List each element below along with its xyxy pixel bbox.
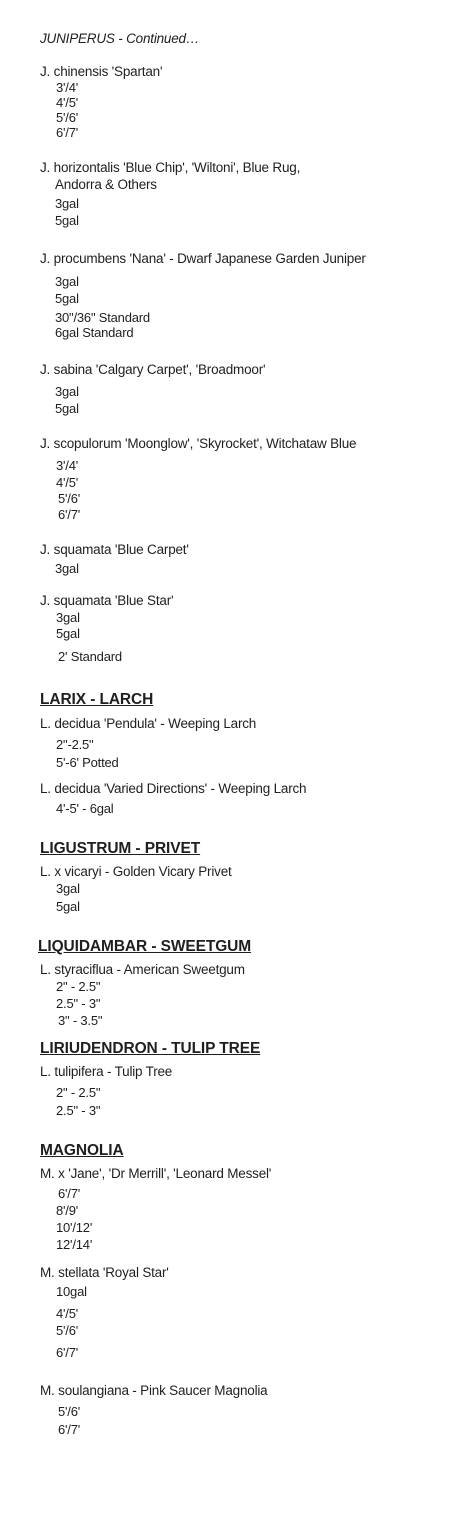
item-size: 3gal bbox=[56, 610, 80, 625]
item-size: 6'/7' bbox=[58, 507, 81, 522]
item-name: J. squamata 'Blue Star' bbox=[40, 593, 174, 608]
item-size: 6'/7' bbox=[58, 1186, 81, 1201]
item-name: L. styraciflua - American Sweetgum bbox=[40, 962, 245, 977]
item-size: 5gal bbox=[55, 213, 79, 228]
item-size: 3gal bbox=[56, 881, 80, 896]
section-heading-larix: LARIX - LARCH bbox=[40, 691, 154, 708]
item-size: 5'/6' bbox=[58, 491, 81, 506]
item-size: 6'/7' bbox=[58, 1422, 81, 1437]
section-heading-magnolia: MAGNOLIA bbox=[40, 1142, 124, 1159]
item-size: 5gal bbox=[56, 899, 80, 914]
item-size: 5'-6' Potted bbox=[56, 755, 119, 770]
item-name: L. tulipifera - Tulip Tree bbox=[40, 1064, 173, 1079]
item-size: 3gal bbox=[55, 196, 79, 211]
item-size: 2"-2.5" bbox=[56, 737, 94, 752]
item-size: 4'/5' bbox=[56, 95, 79, 110]
item-size: 5'/6' bbox=[58, 1404, 81, 1419]
item-size: 3'/4' bbox=[56, 80, 79, 95]
item-size: 6gal Standard bbox=[55, 325, 134, 340]
continued-heading: JUNIPERUS - Continued… bbox=[40, 31, 200, 46]
item-size: 2.5" - 3" bbox=[56, 1103, 101, 1118]
item-size: 2' Standard bbox=[58, 649, 122, 664]
item-name: J. procumbens 'Nana' - Dwarf Japanese Garden Juniper bbox=[40, 251, 366, 266]
item-size: 3gal bbox=[55, 561, 79, 576]
item-size: 2" - 2.5" bbox=[56, 979, 101, 994]
section-heading-ligustrum: LIGUSTRUM - PRIVET bbox=[40, 840, 201, 857]
item-size: 10gal bbox=[56, 1284, 87, 1299]
item-size: 3gal bbox=[55, 274, 79, 289]
item-name: J. sabina 'Calgary Carpet', 'Broadmoor' bbox=[40, 362, 266, 377]
item-name: M. soulangiana - Pink Saucer Magnolia bbox=[40, 1383, 268, 1398]
item-size: 5gal bbox=[55, 291, 79, 306]
item-name: L. decidua 'Varied Directions' - Weeping Larch bbox=[40, 781, 307, 796]
item-name-continued: Andorra & Others bbox=[55, 177, 157, 192]
item-name: M. stellata 'Royal Star' bbox=[40, 1265, 169, 1280]
item-name: J. scopulorum 'Moonglow', 'Skyrocket', Witchataw Blue bbox=[40, 436, 357, 451]
item-size: 5gal bbox=[55, 401, 79, 416]
item-size: 30"/36" Standard bbox=[55, 310, 150, 325]
section-heading-liquidambar: LIQUIDAMBAR - SWEETGUM bbox=[38, 938, 252, 955]
item-size: 8'/9' bbox=[56, 1203, 79, 1218]
item-size: 3gal bbox=[55, 384, 79, 399]
item-size: 4'-5' - 6gal bbox=[56, 801, 114, 816]
item-size: 4'/5' bbox=[56, 1306, 79, 1321]
item-name: M. x 'Jane', 'Dr Merrill', 'Leonard Messel' bbox=[40, 1166, 272, 1181]
item-size: 4'/5' bbox=[56, 475, 79, 490]
section-heading-liriodendron: LIRIUDENDRON - TULIP TREE bbox=[40, 1040, 261, 1057]
item-size: 2.5" - 3" bbox=[56, 996, 101, 1011]
item-size: 5'/6' bbox=[56, 110, 79, 125]
item-size: 3'/4' bbox=[56, 458, 79, 473]
item-size: 6'/7' bbox=[56, 1345, 79, 1360]
item-name: J. squamata 'Blue Carpet' bbox=[40, 542, 189, 557]
item-name: J. horizontalis 'Blue Chip', 'Wiltoni', Blue Rug, bbox=[40, 160, 301, 175]
item-size: 6'/7' bbox=[56, 125, 79, 140]
item-name: L. decidua 'Pendula' - Weeping Larch bbox=[40, 716, 257, 731]
item-size: 3" - 3.5" bbox=[58, 1013, 103, 1028]
item-size: 5'/6' bbox=[56, 1323, 79, 1338]
item-size: 10'/12' bbox=[56, 1220, 93, 1235]
item-size: 5gal bbox=[56, 626, 80, 641]
item-name: J. chinensis 'Spartan' bbox=[40, 64, 163, 79]
item-name: L. x vicaryi - Golden Vicary Privet bbox=[40, 864, 232, 879]
item-size: 2" - 2.5" bbox=[56, 1085, 101, 1100]
item-size: 12'/14' bbox=[56, 1237, 93, 1252]
